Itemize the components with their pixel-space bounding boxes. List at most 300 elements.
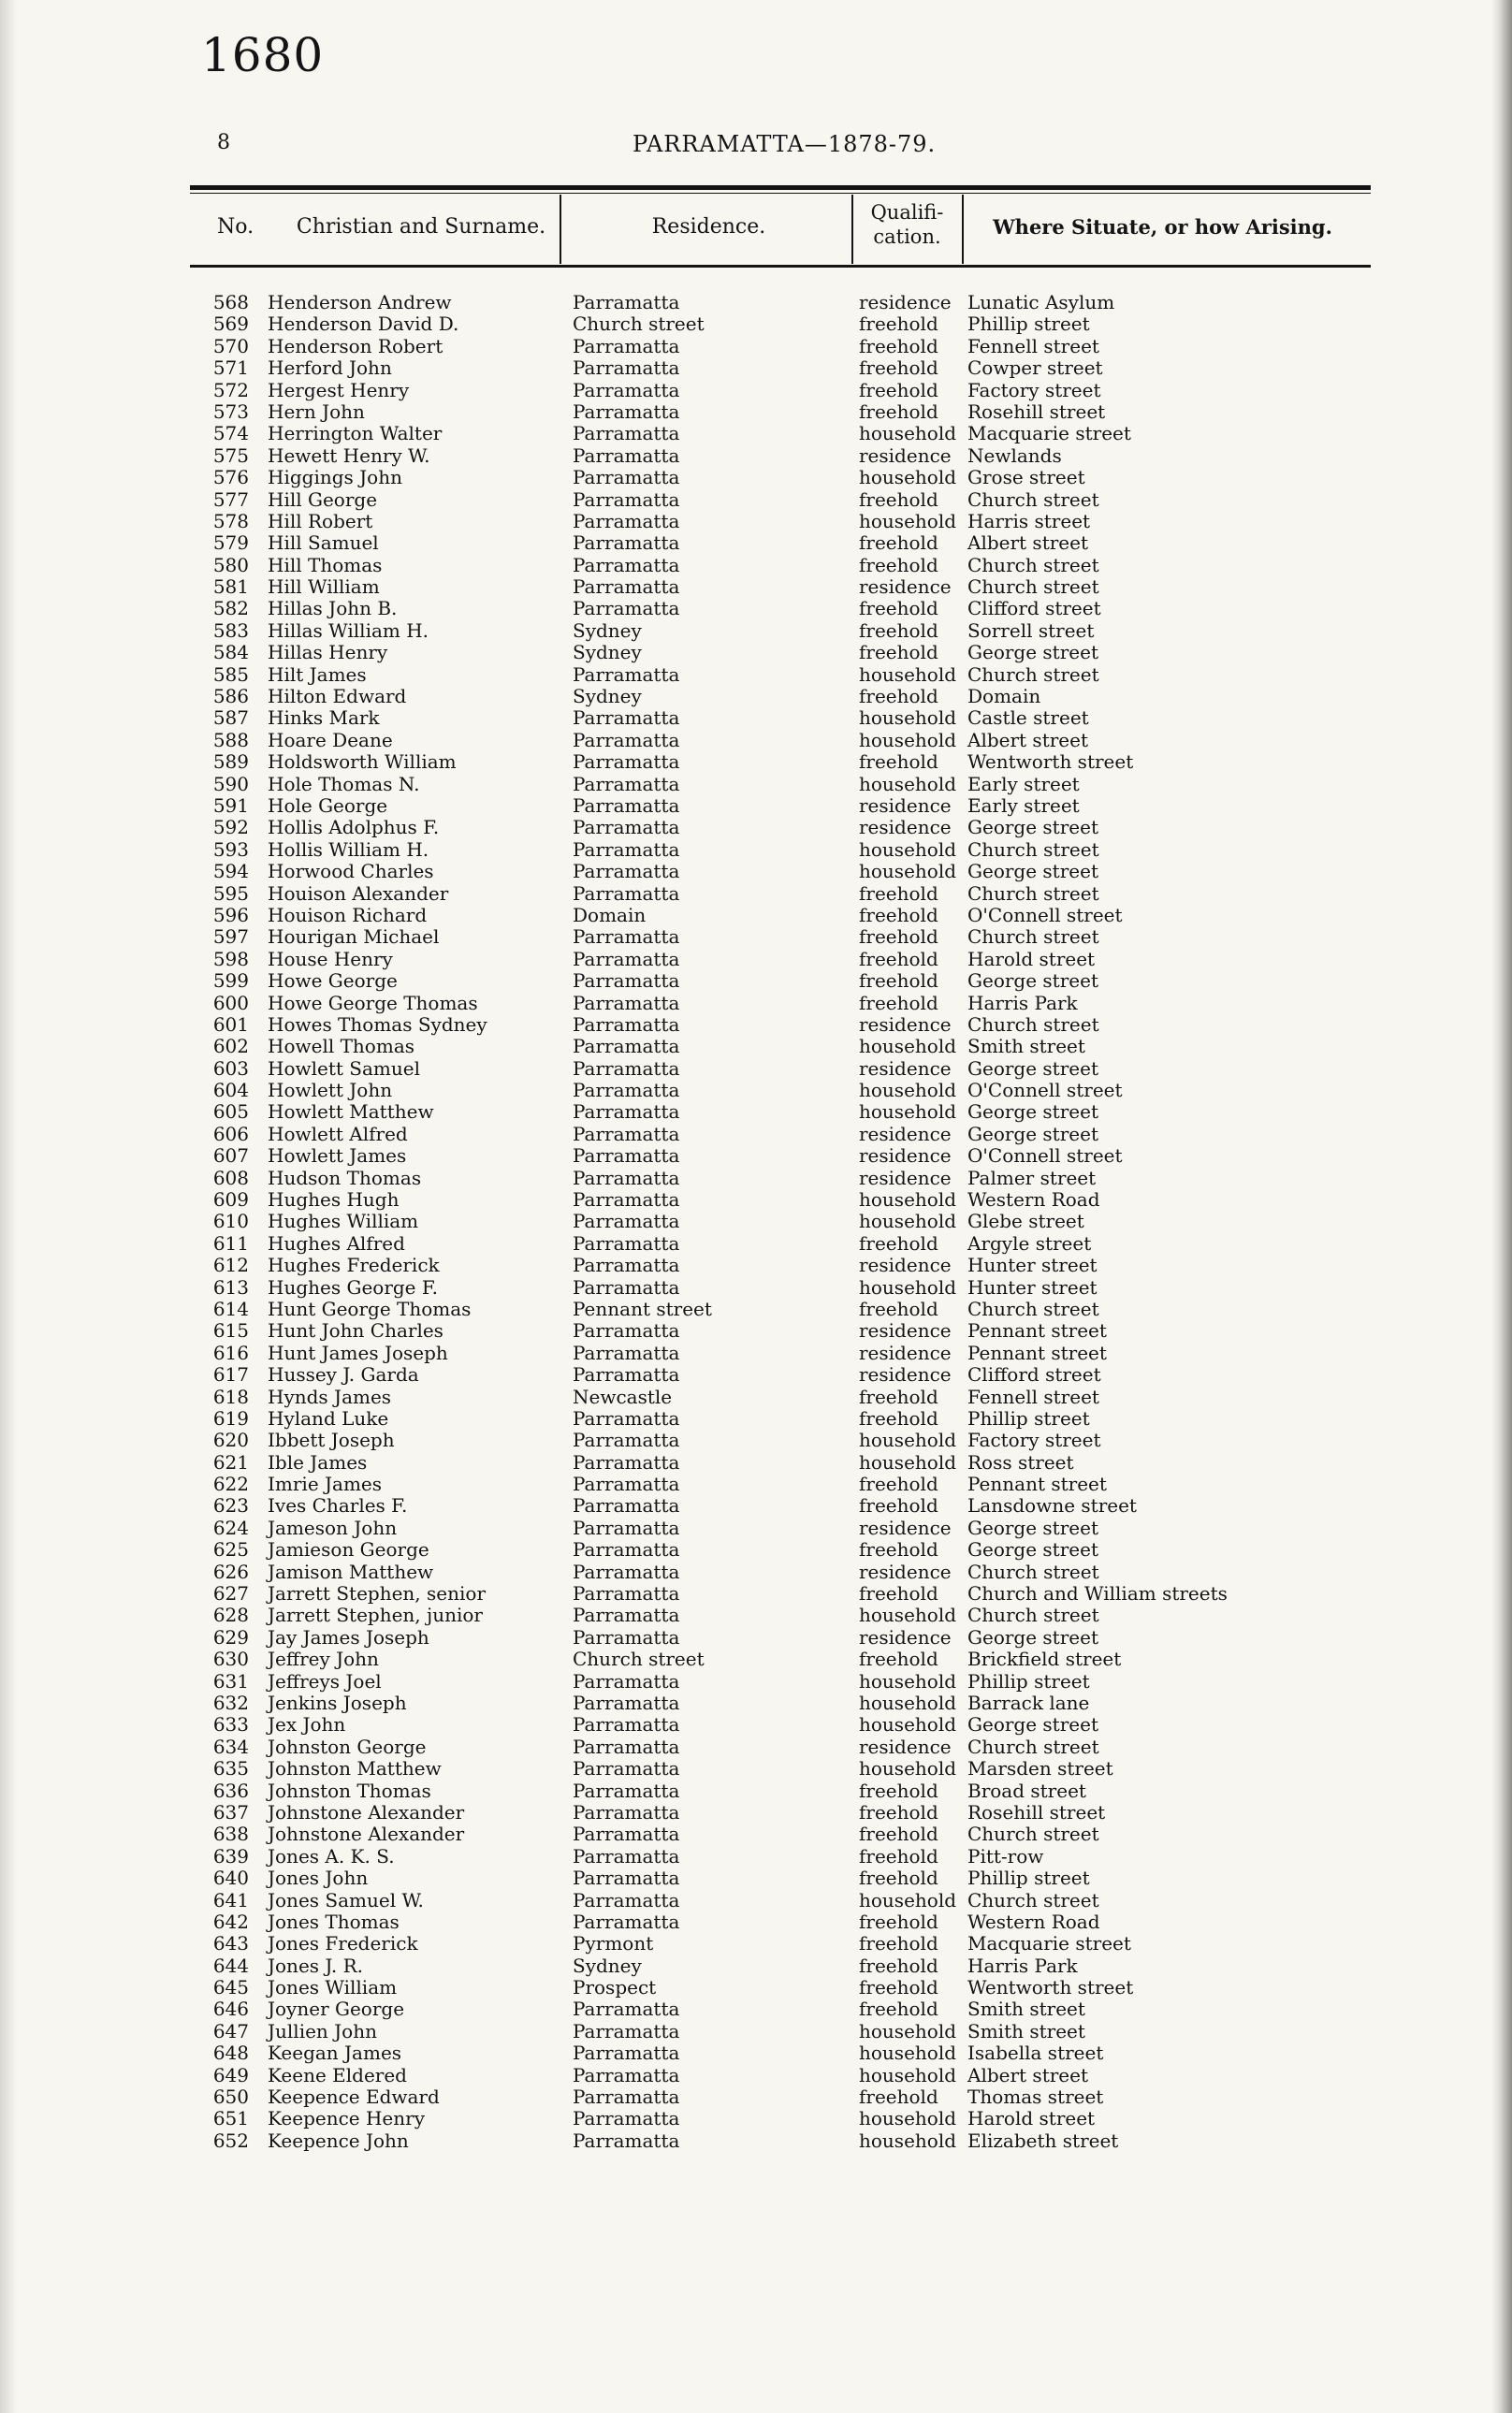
entry-residence: Parramatta bbox=[573, 860, 680, 883]
entry-where-situate: Isabella street bbox=[967, 2042, 1104, 2065]
entry-qualification: freehold bbox=[859, 378, 938, 401]
entry-name: Howlett John bbox=[268, 1079, 393, 1102]
entry-number: 589 bbox=[212, 750, 249, 774]
table-row bbox=[0, 1890, 1512, 1912]
table-row bbox=[0, 598, 1512, 619]
entry-name: Hynds James bbox=[268, 1385, 392, 1408]
entry-where-situate: Phillip street bbox=[967, 313, 1090, 336]
entry-qualification: household bbox=[859, 2129, 957, 2152]
entry-number: 611 bbox=[212, 1231, 249, 1255]
table-row bbox=[0, 1758, 1512, 1780]
entry-where-situate: Wentworth street bbox=[967, 1976, 1134, 1999]
entry-name: Jarrett Stephen, senior bbox=[268, 1582, 486, 1606]
entry-qualification: freehold bbox=[859, 1844, 938, 1868]
entry-residence: Sydney bbox=[573, 685, 642, 708]
table-row bbox=[0, 1781, 1512, 1802]
entry-number: 597 bbox=[212, 925, 249, 949]
entry-number: 581 bbox=[212, 575, 249, 599]
entry-qualification: freehold bbox=[859, 1998, 938, 2021]
entry-name: Howlett James bbox=[268, 1144, 407, 1168]
table-row bbox=[0, 642, 1512, 663]
entry-residence: Parramatta bbox=[573, 487, 680, 511]
entry-number: 596 bbox=[212, 903, 249, 926]
entry-number: 626 bbox=[212, 1560, 249, 1583]
entry-name: Herrington Walter bbox=[268, 422, 443, 445]
entry-where-situate: Church street bbox=[967, 1297, 1099, 1320]
entry-name: Jones A. K. S. bbox=[268, 1844, 395, 1868]
table-row bbox=[0, 664, 1512, 686]
entry-residence: Parramatta bbox=[573, 1823, 680, 1846]
entry-number: 574 bbox=[212, 422, 249, 445]
entry-number: 594 bbox=[212, 860, 249, 883]
entry-name: Ives Charles F. bbox=[268, 1494, 408, 1518]
entry-residence: Parramatta bbox=[573, 334, 680, 357]
entry-qualification: freehold bbox=[859, 969, 938, 993]
entry-number: 646 bbox=[212, 1998, 249, 2021]
entry-name: Jones Samuel W. bbox=[268, 1888, 424, 1912]
entry-number: 576 bbox=[212, 466, 249, 489]
entry-number: 645 bbox=[212, 1976, 249, 1999]
entry-where-situate: Newlands bbox=[967, 443, 1062, 467]
entry-qualification: residence bbox=[859, 1144, 952, 1168]
entry-name: Ible James bbox=[268, 1450, 368, 1474]
entry-name: Jarrett Stephen, junior bbox=[268, 1604, 483, 1627]
entry-number: 630 bbox=[212, 1648, 249, 1671]
entry-number: 652 bbox=[212, 2129, 249, 2152]
entry-where-situate: Pennant street bbox=[967, 1319, 1107, 1343]
entry-qualification: residence bbox=[859, 291, 952, 313]
entry-residence: Parramatta bbox=[573, 2129, 680, 2152]
entry-name: Higgings John bbox=[268, 466, 402, 489]
entry-qualification: freehold bbox=[859, 750, 938, 774]
entry-number: 643 bbox=[212, 1932, 249, 1955]
table-row bbox=[0, 1168, 1512, 1189]
entry-where-situate: George street bbox=[967, 1056, 1098, 1080]
entry-where-situate: Church street bbox=[967, 575, 1099, 599]
entry-qualification: residence bbox=[859, 575, 952, 599]
header-rule-bottom bbox=[190, 265, 1371, 268]
header-rule-top bbox=[190, 185, 1371, 190]
entry-qualification: household bbox=[859, 509, 957, 532]
table-row bbox=[0, 445, 1512, 467]
entry-residence: Sydney bbox=[573, 641, 642, 664]
entry-where-situate: Church street bbox=[967, 662, 1099, 686]
entry-number: 604 bbox=[212, 1079, 249, 1102]
entry-where-situate: Harold street bbox=[967, 2107, 1096, 2130]
entry-qualification: freehold bbox=[859, 334, 938, 357]
entry-name: Keepence Henry bbox=[268, 2107, 426, 2130]
entry-qualification: freehold bbox=[859, 1823, 938, 1846]
table-row bbox=[0, 1868, 1512, 1889]
entry-name: Johnstone Alexander bbox=[268, 1800, 465, 1824]
table-row bbox=[0, 1846, 1512, 1868]
entry-where-situate: Smith street bbox=[967, 1998, 1085, 2021]
entry-qualification: freehold bbox=[859, 991, 938, 1014]
entry-residence: Parramatta bbox=[573, 1100, 680, 1124]
entry-name: Keepence Edward bbox=[268, 2086, 440, 2109]
table-row bbox=[0, 1518, 1512, 1539]
entry-name: Joyner George bbox=[268, 1998, 405, 2021]
entry-residence: Parramatta bbox=[573, 728, 680, 751]
table-row bbox=[0, 1255, 1512, 1276]
entry-qualification: household bbox=[859, 1450, 957, 1474]
entry-name: Henderson David D. bbox=[268, 313, 459, 336]
electoral-roll-table bbox=[0, 292, 1512, 2152]
table-row bbox=[0, 1430, 1512, 1451]
table-row bbox=[0, 2108, 1512, 2130]
table-row bbox=[0, 993, 1512, 1014]
entry-name: Horwood Charles bbox=[268, 860, 434, 883]
folio-number: 1680 bbox=[201, 28, 325, 82]
entry-where-situate: Cowper street bbox=[967, 356, 1103, 380]
entry-name: House Henry bbox=[268, 947, 393, 970]
entry-qualification: household bbox=[859, 1188, 957, 1212]
entry-qualification: residence bbox=[859, 1735, 952, 1758]
entry-residence: Parramatta bbox=[573, 1473, 680, 1496]
entry-qualification: freehold bbox=[859, 1406, 938, 1430]
entry-qualification: freehold bbox=[859, 925, 938, 949]
entry-residence: Parramatta bbox=[573, 1844, 680, 1868]
entry-residence: Parramatta bbox=[573, 706, 680, 730]
table-row bbox=[0, 1101, 1512, 1123]
entry-number: 624 bbox=[212, 1516, 249, 1539]
entry-name: Hunt George Thomas bbox=[268, 1297, 472, 1320]
entry-where-situate: George street bbox=[967, 816, 1098, 839]
entry-name: Jeffreys Joel bbox=[268, 1669, 382, 1693]
entry-residence: Parramatta bbox=[573, 837, 680, 861]
entry-qualification: freehold bbox=[859, 531, 938, 555]
entry-name: Johnston George bbox=[268, 1735, 427, 1758]
entry-residence: Parramatta bbox=[573, 793, 680, 817]
entry-number: 608 bbox=[212, 1166, 249, 1189]
entry-name: Imrie James bbox=[268, 1473, 383, 1496]
entry-qualification: household bbox=[859, 706, 957, 730]
table-row bbox=[0, 1605, 1512, 1626]
entry-number: 634 bbox=[212, 1735, 249, 1758]
entry-qualification: freehold bbox=[859, 1954, 938, 1977]
entry-where-situate: Harris street bbox=[967, 509, 1091, 532]
table-row bbox=[0, 1539, 1512, 1561]
entry-where-situate: Harris Park bbox=[967, 991, 1078, 1014]
entry-qualification: residence bbox=[859, 1166, 952, 1189]
entry-qualification: freehold bbox=[859, 1538, 938, 1562]
entry-qualification: household bbox=[859, 1429, 957, 1452]
entry-number: 621 bbox=[212, 1450, 249, 1474]
entry-name: Hole George bbox=[268, 793, 388, 817]
column-header-name: Christian and Surname. bbox=[296, 215, 546, 239]
entry-name: Howe George bbox=[268, 969, 398, 993]
entry-name: Herford John bbox=[268, 356, 392, 380]
entry-number: 599 bbox=[212, 969, 249, 993]
entry-number: 606 bbox=[212, 1122, 249, 1145]
entry-number: 579 bbox=[212, 531, 249, 555]
entry-name: Hillas John B. bbox=[268, 597, 398, 620]
entry-residence: Domain bbox=[573, 903, 647, 926]
entry-qualification: freehold bbox=[859, 1297, 938, 1320]
entry-where-situate: Early street bbox=[967, 772, 1080, 795]
entry-where-situate: Church street bbox=[967, 881, 1099, 905]
entry-number: 647 bbox=[212, 2019, 249, 2042]
entry-where-situate: Smith street bbox=[967, 1035, 1085, 1058]
entry-number: 587 bbox=[212, 706, 249, 730]
entry-number: 650 bbox=[212, 2086, 249, 2109]
entry-qualification: household bbox=[859, 860, 957, 883]
entry-number: 619 bbox=[212, 1406, 249, 1430]
entry-number: 600 bbox=[212, 991, 249, 1014]
entry-number: 592 bbox=[212, 816, 249, 839]
entry-name: Hilt James bbox=[268, 662, 367, 686]
header-rule-thin bbox=[190, 193, 1371, 194]
entry-number: 593 bbox=[212, 837, 249, 861]
entry-number: 575 bbox=[212, 443, 249, 467]
entry-qualification: freehold bbox=[859, 1385, 938, 1408]
entry-name: Hughes Alfred bbox=[268, 1231, 405, 1255]
entry-residence: Parramatta bbox=[573, 1275, 680, 1299]
entry-name: Jones John bbox=[268, 1867, 369, 1890]
entry-number: 639 bbox=[212, 1844, 249, 1868]
entry-where-situate: Church street bbox=[967, 487, 1099, 511]
table-row bbox=[0, 1714, 1512, 1736]
entry-qualification: freehold bbox=[859, 2086, 938, 2109]
entry-where-situate: Church street bbox=[967, 925, 1099, 949]
entry-where-situate: Hunter street bbox=[967, 1254, 1098, 1277]
entry-qualification: freehold bbox=[859, 881, 938, 905]
entry-name: Hollis William H. bbox=[268, 837, 429, 861]
entry-number: 642 bbox=[212, 1910, 249, 1933]
entry-residence: Parramatta bbox=[573, 1516, 680, 1539]
entry-number: 612 bbox=[212, 1254, 249, 1277]
entry-qualification: household bbox=[859, 1604, 957, 1627]
entry-number: 598 bbox=[212, 947, 249, 970]
entry-residence: Parramatta bbox=[573, 2042, 680, 2065]
entry-where-situate: Macquarie street bbox=[967, 422, 1131, 445]
entry-residence: Parramatta bbox=[573, 1692, 680, 1714]
entry-where-situate: Phillip street bbox=[967, 1406, 1090, 1430]
entry-residence: Church street bbox=[573, 313, 705, 336]
entry-number: 649 bbox=[212, 2063, 249, 2086]
entry-qualification: household bbox=[859, 1275, 957, 1299]
entry-where-situate: Early street bbox=[967, 793, 1080, 817]
entry-qualification: residence bbox=[859, 1625, 952, 1649]
entry-qualification: freehold bbox=[859, 1231, 938, 1255]
entry-name: Hyland Luke bbox=[268, 1406, 389, 1430]
entry-residence: Parramatta bbox=[573, 1341, 680, 1364]
entry-qualification: freehold bbox=[859, 947, 938, 970]
table-row bbox=[0, 686, 1512, 707]
entry-where-situate: Elizabeth street bbox=[967, 2129, 1119, 2152]
entry-residence: Parramatta bbox=[573, 1757, 680, 1781]
entry-where-situate: Church street bbox=[967, 553, 1099, 576]
table-row bbox=[0, 1671, 1512, 1693]
table-row bbox=[0, 774, 1512, 795]
entry-number: 651 bbox=[212, 2107, 249, 2130]
entry-number: 586 bbox=[212, 685, 249, 708]
entry-where-situate: Western Road bbox=[967, 1910, 1100, 1933]
page-title: PARRAMATTA—1878-79. bbox=[632, 131, 937, 157]
entry-qualification: household bbox=[859, 1888, 957, 1912]
entry-residence: Parramatta bbox=[573, 1582, 680, 1606]
entry-residence: Parramatta bbox=[573, 509, 680, 532]
entry-residence: Parramatta bbox=[573, 1538, 680, 1562]
entry-where-situate: Church and William streets bbox=[967, 1582, 1228, 1606]
entry-where-situate: George street bbox=[967, 969, 1098, 993]
entry-number: 638 bbox=[212, 1823, 249, 1846]
entry-number: 605 bbox=[212, 1100, 249, 1124]
entry-residence: Pennant street bbox=[573, 1297, 712, 1320]
entry-number: 641 bbox=[212, 1888, 249, 1912]
table-row bbox=[0, 1955, 1512, 1977]
entry-residence: Parramatta bbox=[573, 662, 680, 686]
table-row bbox=[0, 1124, 1512, 1145]
entry-where-situate: O'Connell street bbox=[967, 1144, 1123, 1168]
entry-residence: Parramatta bbox=[573, 2063, 680, 2086]
entry-where-situate: Argyle street bbox=[967, 1231, 1092, 1255]
table-row bbox=[0, 861, 1512, 882]
entry-where-situate: Thomas street bbox=[967, 2086, 1104, 2109]
entry-number: 602 bbox=[212, 1035, 249, 1058]
entry-where-situate: Wentworth street bbox=[967, 750, 1134, 774]
entry-where-situate: Macquarie street bbox=[967, 1932, 1131, 1955]
table-row bbox=[0, 1627, 1512, 1649]
entry-qualification: household bbox=[859, 1692, 957, 1714]
table-row bbox=[0, 1495, 1512, 1517]
entry-qualification: freehold bbox=[859, 597, 938, 620]
entry-where-situate: O'Connell street bbox=[967, 1079, 1123, 1102]
entry-qualification: household bbox=[859, 422, 957, 445]
entry-qualification: household bbox=[859, 1100, 957, 1124]
entry-residence: Parramatta bbox=[573, 1669, 680, 1693]
entry-number: 622 bbox=[212, 1473, 249, 1496]
table-row bbox=[0, 883, 1512, 905]
entry-number: 570 bbox=[212, 334, 249, 357]
column-header-residence: Residence. bbox=[651, 215, 766, 239]
entry-number: 627 bbox=[212, 1582, 249, 1606]
entry-name: Hollis Adolphus F. bbox=[268, 816, 440, 839]
table-row bbox=[0, 1277, 1512, 1299]
entry-qualification: household bbox=[859, 1757, 957, 1781]
entry-residence: Parramatta bbox=[573, 1231, 680, 1255]
entry-name: Hourigan Michael bbox=[268, 925, 440, 949]
entry-where-situate: George street bbox=[967, 860, 1098, 883]
entry-where-situate: George street bbox=[967, 1538, 1098, 1562]
table-row bbox=[0, 1080, 1512, 1101]
entry-name: Hill William bbox=[268, 575, 380, 599]
entry-qualification: household bbox=[859, 662, 957, 686]
entry-number: 613 bbox=[212, 1275, 249, 1299]
entry-name: Hole Thomas N. bbox=[268, 772, 420, 795]
column-header-where: Where Situate, or how Arising. bbox=[993, 215, 1332, 239]
entry-number: 637 bbox=[212, 1800, 249, 1824]
entry-residence: Parramatta bbox=[573, 356, 680, 380]
entry-residence: Parramatta bbox=[573, 925, 680, 949]
entry-name: Hunt James Joseph bbox=[268, 1341, 448, 1364]
entry-number: 573 bbox=[212, 400, 249, 423]
entry-where-situate: Glebe street bbox=[967, 1210, 1084, 1233]
page-number: 8 bbox=[217, 131, 230, 154]
table-row bbox=[0, 1014, 1512, 1036]
entry-qualification: residence bbox=[859, 1122, 952, 1145]
entry-residence: Parramatta bbox=[573, 466, 680, 489]
table-row bbox=[0, 489, 1512, 511]
table-row bbox=[0, 1387, 1512, 1408]
table-row bbox=[0, 1999, 1512, 2020]
column-header-no: No. bbox=[217, 215, 254, 239]
column-header-qualification-line2: cation. bbox=[873, 225, 941, 248]
entry-number: 614 bbox=[212, 1297, 249, 1320]
entry-name: Howe George Thomas bbox=[268, 991, 478, 1014]
entry-name: Hussey J. Garda bbox=[268, 1363, 419, 1387]
entry-residence: Parramatta bbox=[573, 575, 680, 599]
entry-number: 635 bbox=[212, 1757, 249, 1781]
table-row bbox=[0, 576, 1512, 598]
table-row bbox=[0, 1693, 1512, 1714]
entry-where-situate: Church street bbox=[967, 1888, 1099, 1912]
table-row bbox=[0, 1058, 1512, 1080]
entry-where-situate: Church street bbox=[967, 1735, 1099, 1758]
entry-where-situate: Lansdowne street bbox=[967, 1494, 1137, 1518]
entry-name: Keepence John bbox=[268, 2129, 409, 2152]
entry-qualification: residence bbox=[859, 1516, 952, 1539]
entry-number: 580 bbox=[212, 553, 249, 576]
entry-residence: Pyrmont bbox=[573, 1932, 654, 1955]
entry-residence: Parramatta bbox=[573, 422, 680, 445]
entry-where-situate: Albert street bbox=[967, 728, 1089, 751]
entry-where-situate: George street bbox=[967, 1625, 1098, 1649]
entry-residence: Prospect bbox=[573, 1976, 657, 1999]
entry-where-situate: Fennell street bbox=[967, 334, 1099, 357]
entry-where-situate: Church street bbox=[967, 1560, 1099, 1583]
entry-where-situate: Marsden street bbox=[967, 1757, 1113, 1781]
entry-qualification: household bbox=[859, 837, 957, 861]
entry-where-situate: Albert street bbox=[967, 2063, 1089, 2086]
entry-name: Hill Samuel bbox=[268, 531, 379, 555]
entry-number: 615 bbox=[212, 1319, 249, 1343]
entry-where-situate: O'Connell street bbox=[967, 903, 1123, 926]
table-row bbox=[0, 1452, 1512, 1474]
entry-qualification: household bbox=[859, 1079, 957, 1102]
entry-qualification: freehold bbox=[859, 641, 938, 664]
entry-where-situate: George street bbox=[967, 641, 1098, 664]
entry-name: Johnston Matthew bbox=[268, 1757, 442, 1781]
entry-residence: Parramatta bbox=[573, 1012, 680, 1036]
entry-number: 610 bbox=[212, 1210, 249, 1233]
entry-residence: Parramatta bbox=[573, 1604, 680, 1627]
entry-residence: Parramatta bbox=[573, 1560, 680, 1583]
entry-residence: Parramatta bbox=[573, 1166, 680, 1189]
table-row bbox=[0, 2021, 1512, 2042]
entry-residence: Parramatta bbox=[573, 443, 680, 467]
entry-number: 591 bbox=[212, 793, 249, 817]
table-row bbox=[0, 707, 1512, 729]
table-row bbox=[0, 795, 1512, 817]
entry-residence: Parramatta bbox=[573, 1450, 680, 1474]
entry-where-situate: Phillip street bbox=[967, 1669, 1090, 1693]
entry-name: Jay James Joseph bbox=[268, 1625, 429, 1649]
entry-qualification: residence bbox=[859, 443, 952, 467]
table-row bbox=[0, 532, 1512, 554]
entry-residence: Parramatta bbox=[573, 816, 680, 839]
entry-where-situate: Sorrell street bbox=[967, 618, 1095, 642]
table-row bbox=[0, 467, 1512, 488]
entry-name: Hinks Mark bbox=[268, 706, 380, 730]
entry-qualification: residence bbox=[859, 793, 952, 817]
entry-number: 603 bbox=[212, 1056, 249, 1080]
entry-where-situate: Factory street bbox=[967, 378, 1101, 401]
entry-residence: Parramatta bbox=[573, 1210, 680, 1233]
entry-name: Hughes Frederick bbox=[268, 1254, 440, 1277]
entry-name: Jones Frederick bbox=[268, 1932, 418, 1955]
entry-qualification: household bbox=[859, 1669, 957, 1693]
